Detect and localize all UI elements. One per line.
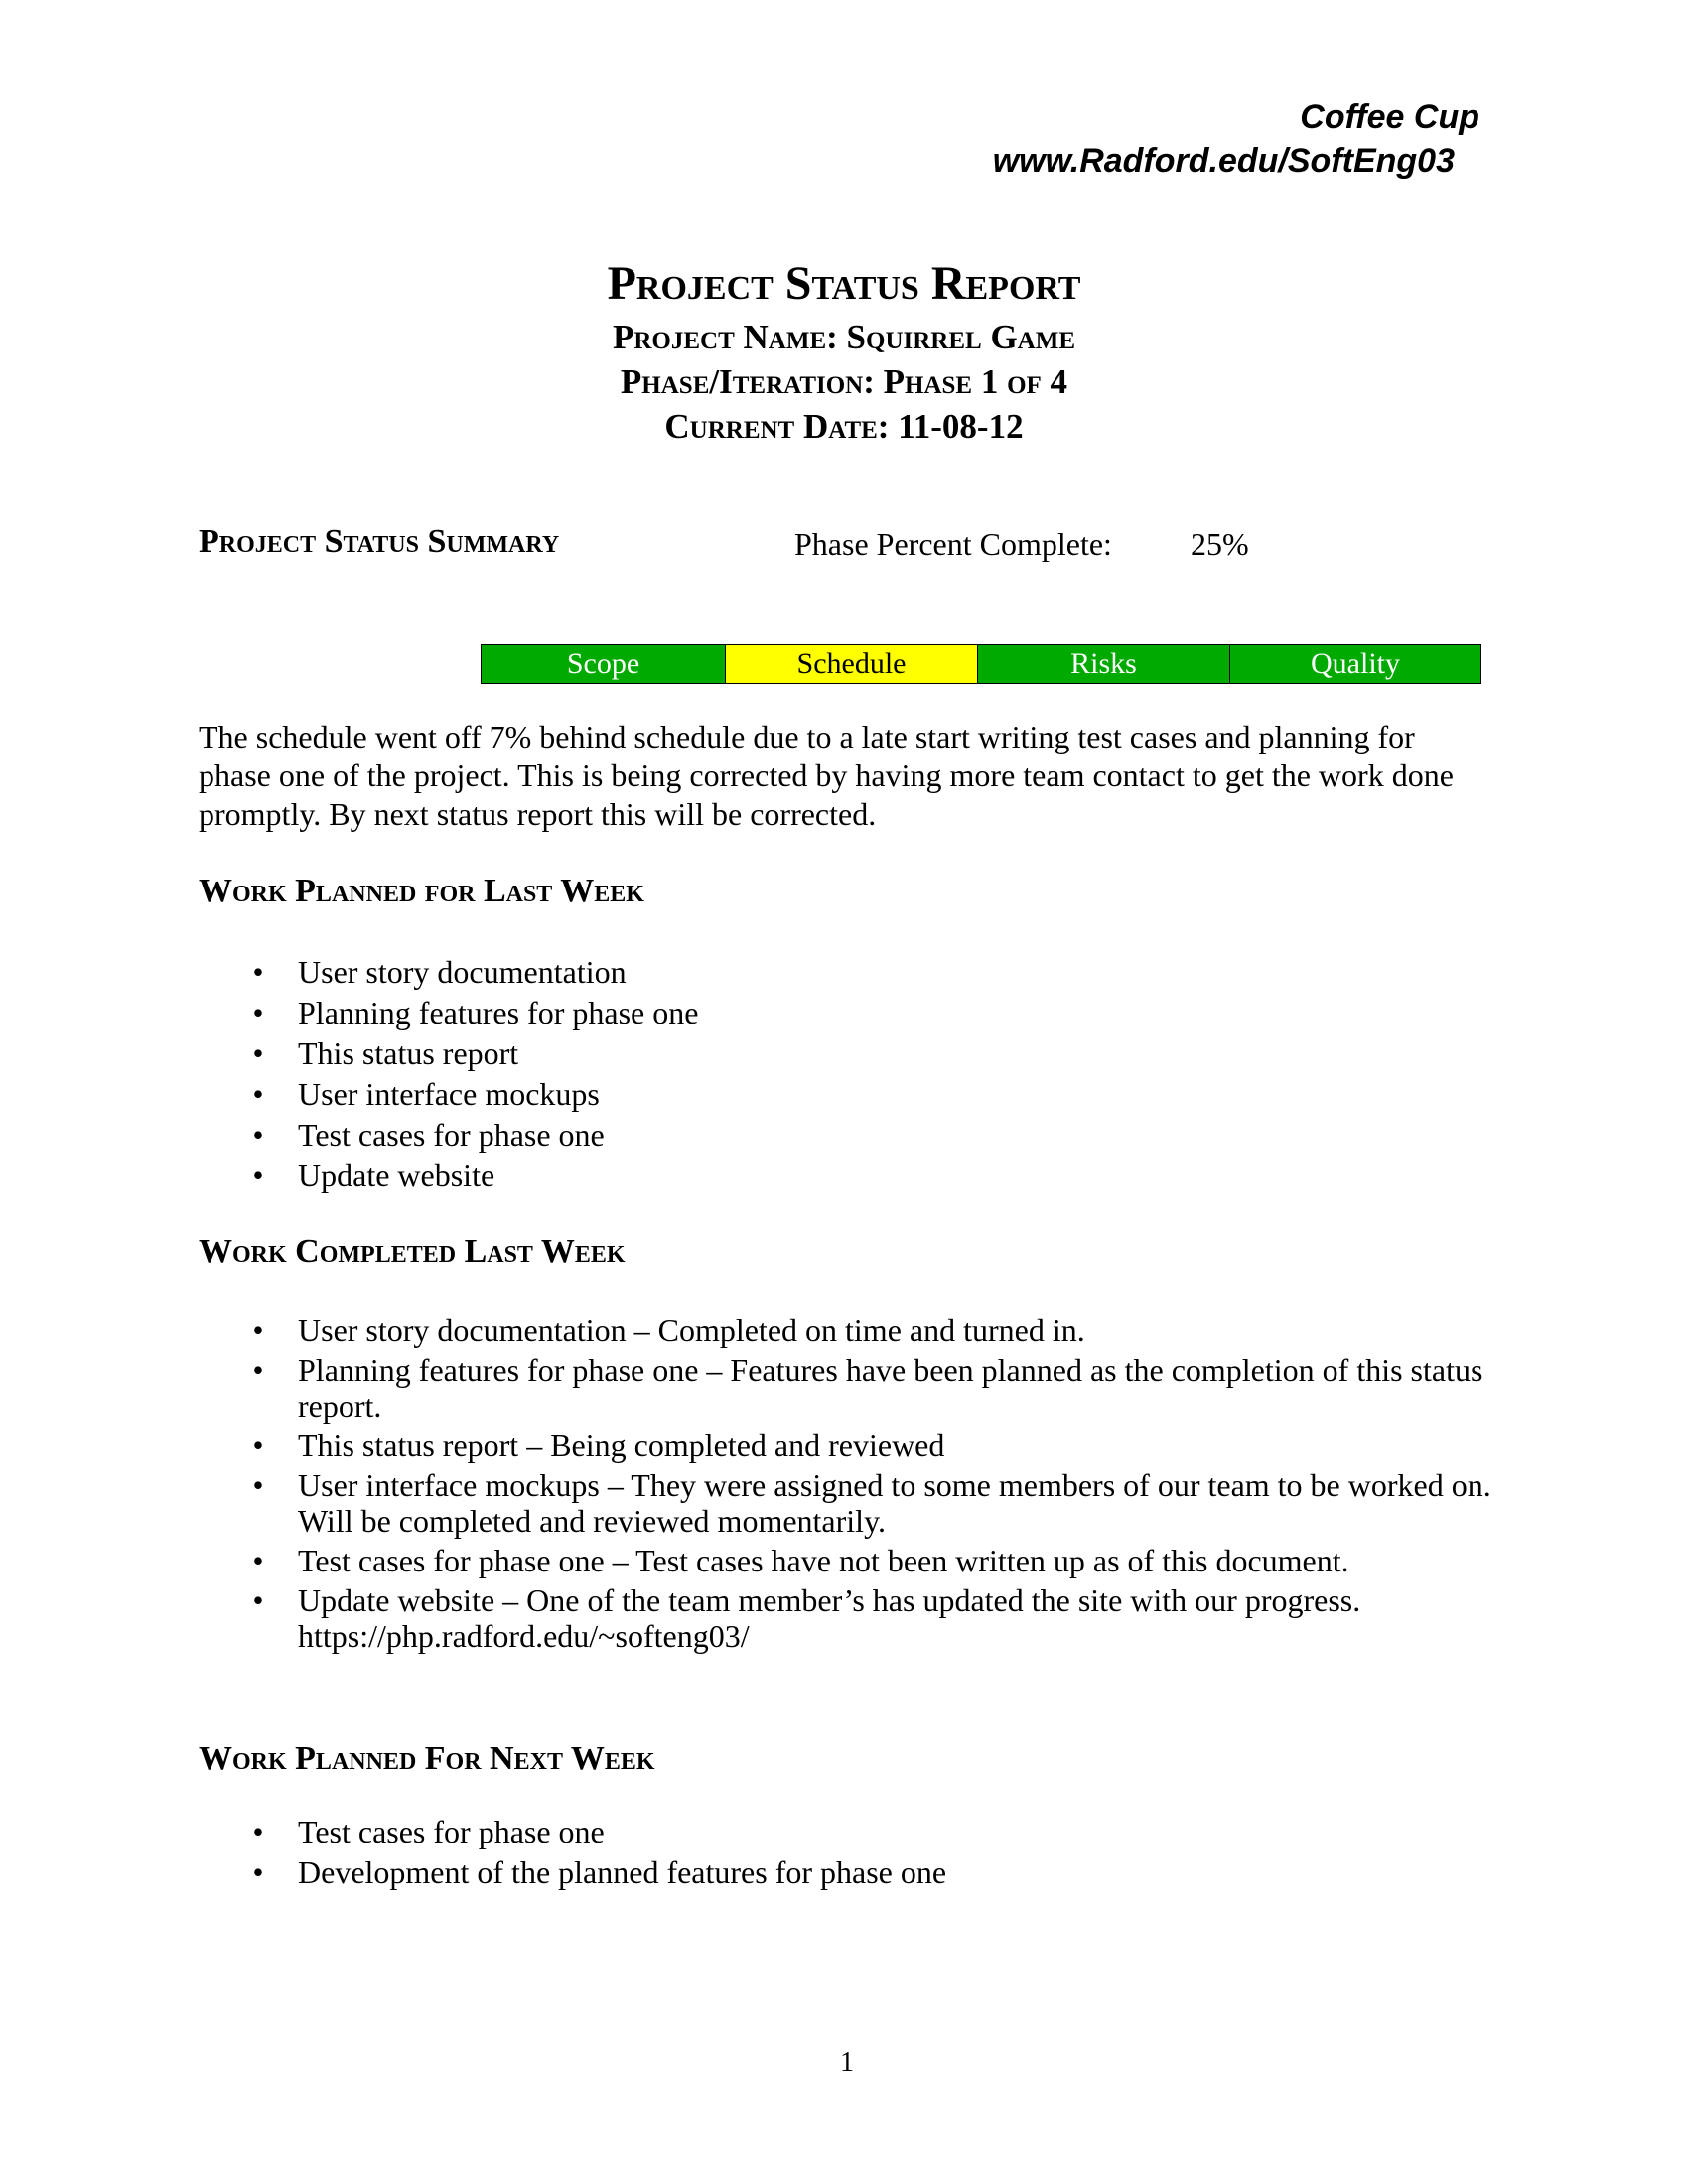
list-item: • Development of the planned features for phase one: [248, 1853, 1499, 1894]
bullet-icon: •: [252, 1467, 264, 1503]
status-indicator-bar: [481, 644, 1481, 684]
phase-percent-label: Phase Percent Complete:: [794, 526, 1112, 562]
planned-last-week-list: [248, 953, 1499, 1197]
status-risks: Risks: [978, 645, 1230, 683]
section-heading-planned-next-week: Work Planned For Next Week: [199, 1740, 655, 1777]
title-block: [0, 253, 1688, 449]
bullet-icon: •: [252, 1814, 264, 1849]
bullet-icon: •: [252, 1312, 264, 1348]
status-summary-paragraph: The schedule went off 7% behind schedule due to a late start writing test cases and planning for phase one of the project. This is being corrected by having more team contact to get the work done promptly. By next status report this will be corrected.: [199, 719, 1454, 832]
bullet-icon: •: [252, 1076, 264, 1112]
section-heading-completed-last-week: Work Completed Last Week: [199, 1233, 626, 1270]
list-item: • User interface mockups: [248, 1075, 1499, 1116]
section-heading-planned-last-week: Work Planned for Last Week: [199, 873, 644, 909]
list-item: • Test cases for phase one: [248, 1116, 1499, 1157]
list-item: • Planning features for phase one: [248, 994, 1499, 1034]
list-item: • Update website: [248, 1157, 1499, 1197]
list-item: • Test cases for phase one: [248, 1813, 1499, 1853]
list-item: • User story documentation – Completed on time and turned in.: [248, 1312, 1499, 1348]
bullet-icon: •: [252, 1428, 264, 1463]
bullet-icon: •: [252, 954, 264, 990]
list-item: • Update website – One of the team member’s has updated the site with our progress. https://php.radford.edu/~softeng03/: [248, 1582, 1499, 1654]
status-schedule: Schedule: [726, 645, 978, 683]
organization-header: [993, 95, 1479, 183]
list-item: • This status report – Being completed and reviewed: [248, 1428, 1499, 1463]
completed-last-week-list: [248, 1312, 1499, 1658]
bullet-icon: •: [252, 1117, 264, 1153]
bullet-icon: •: [252, 1854, 264, 1890]
status-scope: Scope: [482, 645, 726, 683]
bullet-icon: •: [252, 1582, 264, 1618]
report-title: Project Status Report: [607, 257, 1081, 310]
list-item: • User interface mockups – They were assigned to some members of our team to be worked on. Will be completed and reviewed momentarily.: [248, 1467, 1499, 1539]
planned-next-week-list: [248, 1813, 1499, 1894]
organization-name: Coffee Cup: [1300, 98, 1479, 136]
phase-percent-value: 25%: [1191, 526, 1249, 562]
list-item: • Test cases for phase one – Test cases have not been written up as of this document.: [248, 1543, 1499, 1578]
bullet-icon: •: [252, 1035, 264, 1071]
status-quality: Quality: [1230, 645, 1480, 683]
summary-heading: Project Status Summary: [199, 523, 560, 560]
list-item: • This status report: [248, 1034, 1499, 1075]
page-number: 1: [840, 2047, 854, 2078]
bullet-icon: •: [252, 995, 264, 1030]
phase-iteration: Phase/Iteration: Phase 1 of 4: [620, 362, 1068, 401]
bullet-icon: •: [252, 1352, 264, 1388]
current-date: Current Date: 11-08-12: [664, 407, 1024, 446]
project-name: Project Name: Squirrel Game: [613, 318, 1075, 356]
organization-url: www.Radford.edu/SoftEng03: [992, 142, 1455, 180]
bullet-icon: •: [252, 1158, 264, 1193]
list-item: • Planning features for phase one – Features have been planned as the completion of this status report.: [248, 1352, 1499, 1424]
list-item: • User story documentation: [248, 953, 1499, 994]
bullet-icon: •: [252, 1543, 264, 1578]
